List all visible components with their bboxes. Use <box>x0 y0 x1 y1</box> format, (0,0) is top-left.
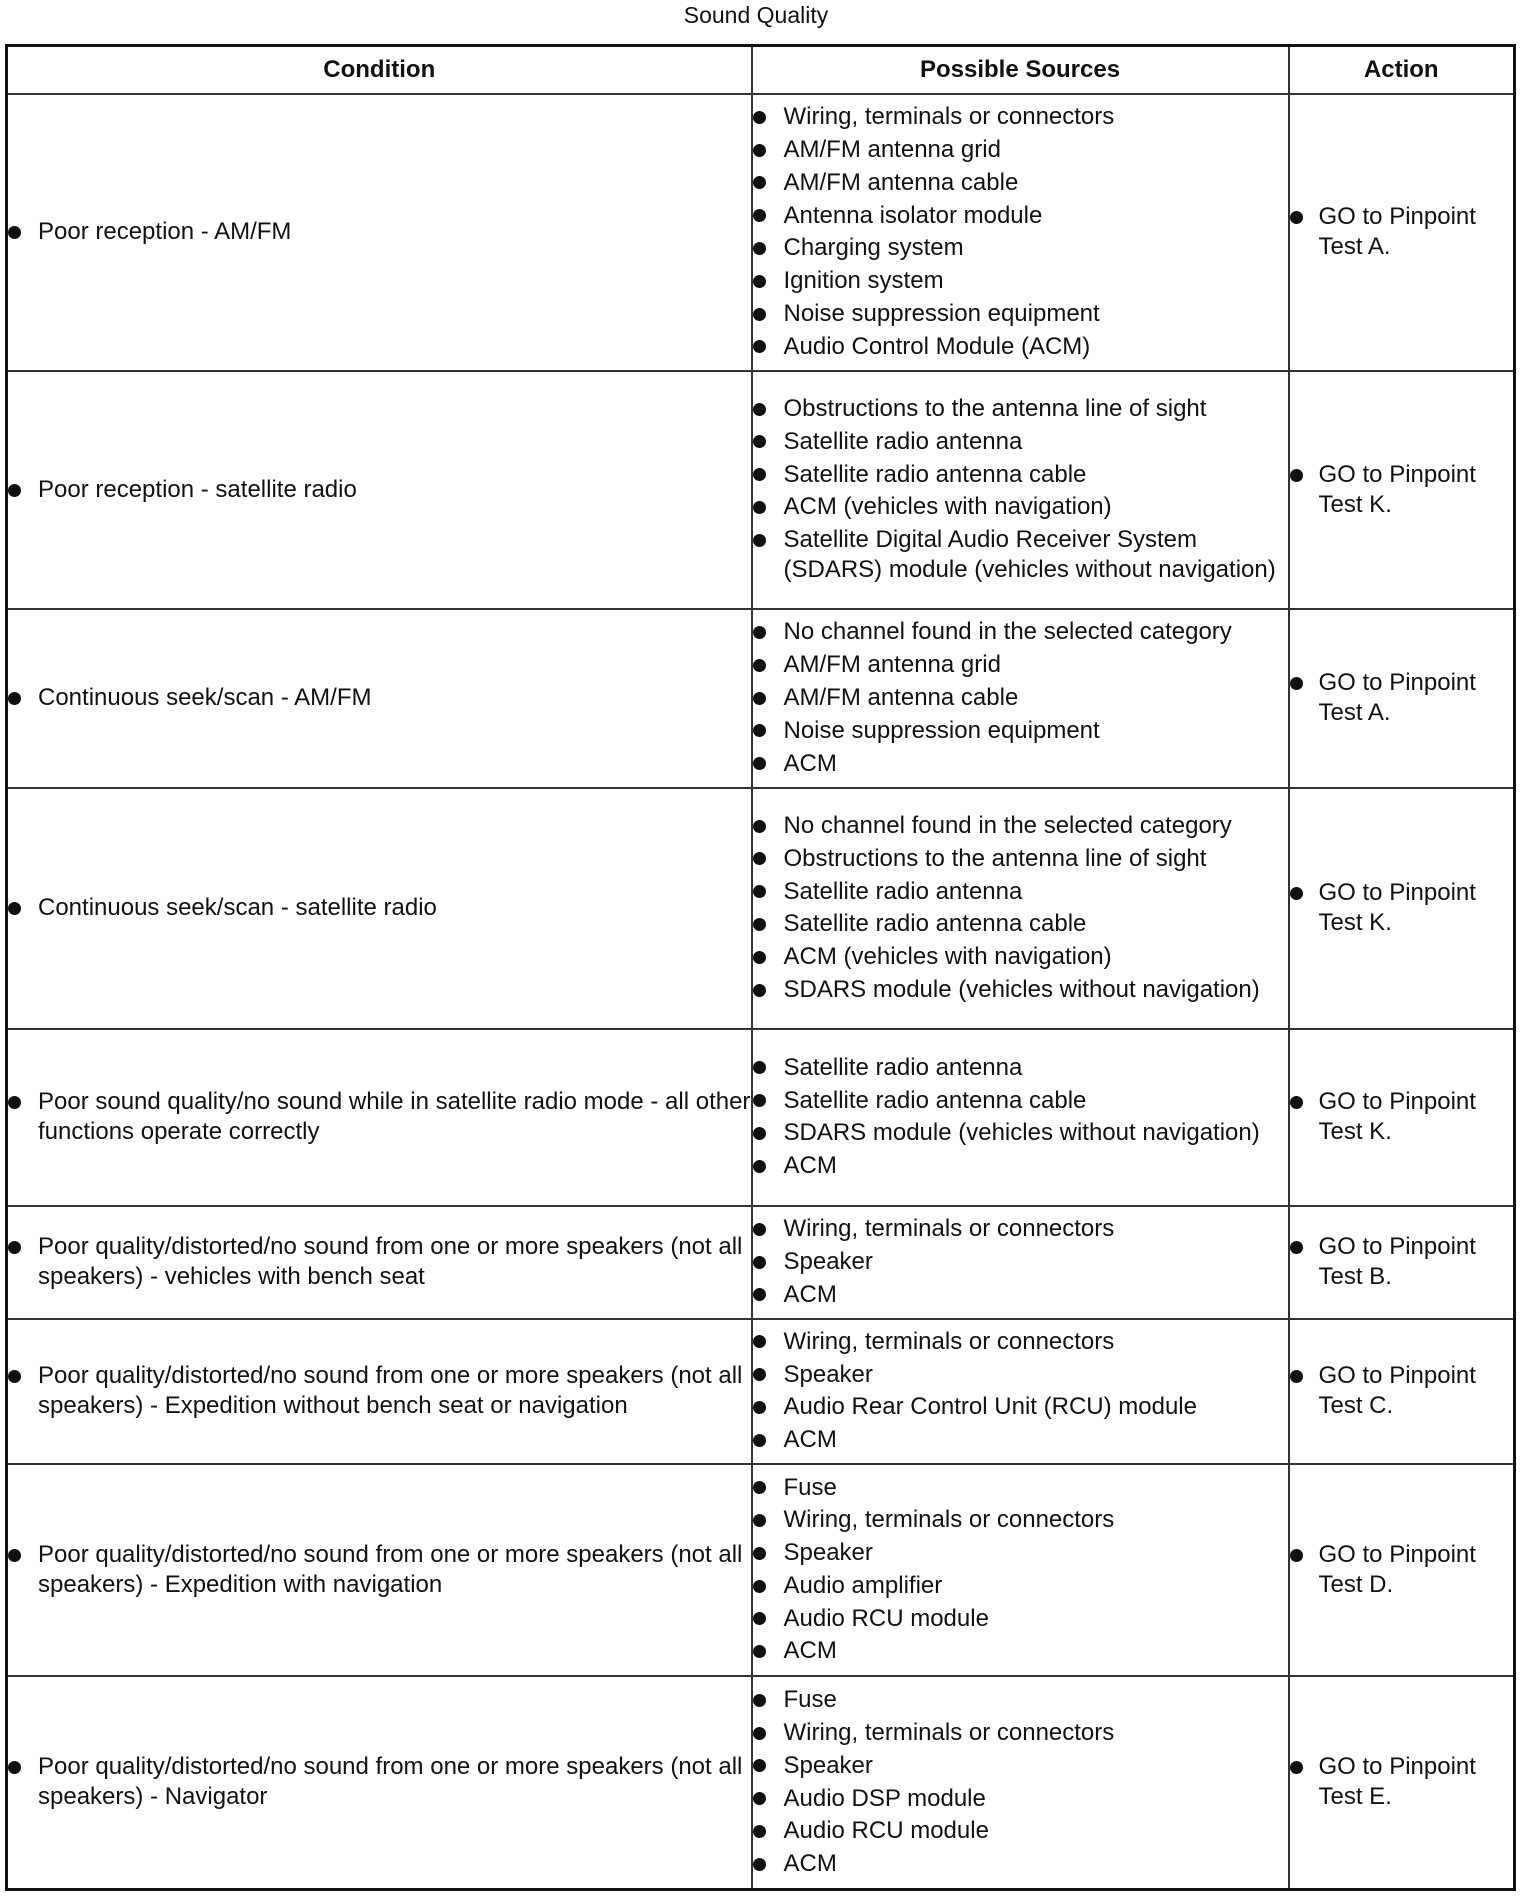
bullet-icon <box>753 1514 766 1527</box>
list-item <box>753 425 1288 458</box>
source-text: ACM <box>783 1280 837 1308</box>
header-action: Action <box>1289 46 1515 94</box>
possible-sources-cell <box>752 1464 1289 1676</box>
list-item <box>753 616 1288 649</box>
source-text: ACM (vehicles with navigation) <box>783 943 1112 971</box>
possible-sources-cell <box>752 1319 1289 1464</box>
bullet-icon <box>753 1256 766 1269</box>
bullet-icon <box>753 852 766 865</box>
action-bullet-item <box>1290 202 1514 262</box>
bullet-icon <box>753 724 766 737</box>
list-item <box>753 1717 1288 1750</box>
source-text: Charging system <box>783 234 964 262</box>
source-text: Ignition system <box>783 267 944 295</box>
possible-sources-cell <box>752 1029 1289 1206</box>
source-text: AM/FM antenna cable <box>783 168 1019 196</box>
source-text: AM/FM antenna grid <box>783 651 1001 679</box>
sources-list <box>753 393 1288 587</box>
source-text: No channel found in the selected category <box>783 812 1232 840</box>
bullet-icon <box>1290 211 1303 224</box>
source-text: SDARS module (vehicles without navigation) <box>783 1119 1260 1147</box>
bullet-icon <box>753 242 766 255</box>
bullet-icon <box>8 484 21 497</box>
action-cell <box>1289 94 1515 371</box>
source-text: Audio Rear Control Unit (RCU) module <box>783 1393 1197 1421</box>
condition-bullet-item <box>8 683 751 713</box>
action-text: GO to Pinpoint Test D. <box>1318 1540 1476 1598</box>
bullet-icon <box>8 1241 21 1254</box>
list-item <box>753 298 1288 331</box>
table-body <box>7 94 1515 1890</box>
bullet-icon <box>753 885 766 898</box>
action-bullet-item <box>1290 1232 1514 1292</box>
list-item <box>753 649 1288 682</box>
source-text: Satellite radio antenna cable <box>783 910 1087 938</box>
bullet-icon <box>8 226 21 239</box>
bullet-icon <box>753 951 766 964</box>
source-text: ACM (vehicles with navigation) <box>783 493 1112 521</box>
bullet-icon <box>753 1727 766 1740</box>
source-text: Speaker <box>783 1751 873 1779</box>
list-item <box>753 1117 1288 1150</box>
source-text: Speaker <box>783 1539 873 1567</box>
action-text: GO to Pinpoint Test A. <box>1318 203 1476 260</box>
bullet-icon <box>8 692 21 705</box>
table-row <box>7 1319 1515 1464</box>
list-item <box>753 1358 1288 1391</box>
bullet-icon <box>753 1759 766 1772</box>
bullet-icon <box>753 1434 766 1447</box>
bullet-icon <box>753 176 766 189</box>
source-text: Wiring, terminals or connectors <box>783 103 1115 131</box>
bullet-icon <box>1290 677 1303 690</box>
bullet-icon <box>753 757 766 770</box>
bullet-icon <box>753 1580 766 1593</box>
condition-bullet-item <box>8 1361 751 1421</box>
source-text: Speaker <box>783 1248 873 1275</box>
possible-sources-cell <box>752 609 1289 788</box>
condition-cell <box>7 1319 752 1464</box>
bullet-icon <box>753 534 766 547</box>
bullet-icon <box>753 1858 766 1871</box>
condition-text: Poor reception - satellite radio <box>38 475 357 503</box>
possible-sources-cell <box>752 788 1289 1029</box>
bullet-icon <box>753 144 766 157</box>
condition-cell <box>7 1206 752 1319</box>
list-item <box>753 682 1288 715</box>
source-text: Wiring, terminals or connectors <box>783 1506 1115 1534</box>
source-text: Audio RCU module <box>783 1604 989 1632</box>
list-item <box>753 747 1288 780</box>
source-text: Satellite radio antenna cable <box>783 460 1087 488</box>
condition-cell <box>7 1676 752 1890</box>
bullet-icon <box>1290 1096 1303 1109</box>
source-text: Speaker <box>783 1360 873 1388</box>
table-row <box>7 1676 1515 1890</box>
action-cell <box>1289 371 1515 609</box>
action-text: GO to Pinpoint Test C. <box>1318 1362 1476 1419</box>
source-text: Obstructions to the antenna line of sight <box>783 394 1207 422</box>
source-text: Wiring, terminals or connectors <box>783 1719 1115 1747</box>
list-item <box>753 1635 1288 1668</box>
condition-text: Poor quality/distorted/no sound from one or more speakers (not all speakers) - Expedition without bench seat or navigation <box>38 1362 743 1419</box>
condition-cell <box>7 609 752 788</box>
table-row <box>7 788 1515 1029</box>
source-text: Satellite radio antenna <box>783 1053 1023 1081</box>
condition-bullet-item <box>8 893 751 923</box>
source-text: ACM <box>783 1850 837 1878</box>
list-item <box>753 1504 1288 1537</box>
source-text: Audio amplifier <box>783 1571 943 1599</box>
condition-cell <box>7 788 752 1029</box>
list-item <box>753 1391 1288 1424</box>
table-row <box>7 94 1515 371</box>
list-item <box>753 232 1288 265</box>
source-text: Noise suppression equipment <box>783 716 1100 744</box>
source-text: ACM <box>783 1637 837 1665</box>
source-text: SDARS module (vehicles without navigation) <box>783 975 1260 1003</box>
action-text: GO to Pinpoint Test K. <box>1318 1088 1476 1145</box>
bullet-icon <box>753 468 766 481</box>
list-item <box>753 974 1288 1007</box>
list-item <box>753 199 1288 232</box>
source-text: Satellite Digital Audio Receiver System (SDARS) module (vehicles without navigation) <box>783 526 1276 584</box>
bullet-icon <box>8 1549 21 1562</box>
list-item <box>753 1782 1288 1815</box>
bullet-icon <box>753 340 766 353</box>
bullet-icon <box>753 209 766 222</box>
source-text: Antenna isolator module <box>783 201 1043 229</box>
bullet-icon <box>753 1792 766 1805</box>
action-cell <box>1289 1029 1515 1206</box>
bullet-icon <box>753 1094 766 1107</box>
condition-bullet-item <box>8 1087 751 1147</box>
table-row <box>7 609 1515 788</box>
bullet-icon <box>8 1370 21 1383</box>
header-possible-sources: Possible Sources <box>752 46 1289 94</box>
possible-sources-cell <box>752 371 1289 609</box>
action-bullet-item <box>1290 460 1514 520</box>
sources-list <box>753 1051 1288 1182</box>
table-row <box>7 1029 1515 1206</box>
action-bullet-item <box>1290 668 1514 728</box>
bullet-icon <box>753 918 766 931</box>
list-item <box>753 1051 1288 1084</box>
possible-sources-cell <box>752 1206 1289 1319</box>
action-text: GO to Pinpoint Test K. <box>1318 879 1476 936</box>
condition-text: Poor quality/distorted/no sound from one or more speakers (not all speakers) - vehicles with bench seat <box>38 1233 743 1290</box>
action-bullet-item <box>1290 878 1514 938</box>
action-text: GO to Pinpoint Test E. <box>1318 1753 1476 1811</box>
bullet-icon <box>753 984 766 997</box>
list-item <box>753 908 1288 941</box>
source-text: Audio DSP module <box>783 1784 986 1812</box>
list-item <box>753 491 1288 524</box>
list-item <box>753 875 1288 908</box>
action-cell <box>1289 1464 1515 1676</box>
action-cell <box>1289 1676 1515 1890</box>
list-item <box>753 1815 1288 1848</box>
source-text: Satellite radio antenna cable <box>783 1086 1087 1114</box>
condition-bullet-item <box>8 475 751 505</box>
bullet-icon <box>1290 469 1303 482</box>
list-item <box>753 1424 1288 1457</box>
list-item <box>753 330 1288 363</box>
condition-bullet-item <box>8 217 751 247</box>
bullet-icon <box>753 1825 766 1838</box>
action-text: GO to Pinpoint Test K. <box>1318 460 1476 518</box>
bullet-icon <box>753 403 766 416</box>
list-item <box>753 1325 1288 1358</box>
source-text: Noise suppression equipment <box>783 299 1100 327</box>
list-item <box>753 524 1288 587</box>
header-row <box>7 46 1515 94</box>
sources-list <box>753 616 1288 780</box>
list-item <box>753 1602 1288 1635</box>
list-item <box>753 1848 1288 1881</box>
list-item <box>753 1246 1288 1279</box>
sound-quality-table <box>5 44 1516 1891</box>
list-item <box>753 1150 1288 1183</box>
bullet-icon <box>8 1096 21 1109</box>
table-row <box>7 1464 1515 1676</box>
bullet-icon <box>753 275 766 288</box>
source-text: Satellite radio antenna <box>783 427 1023 455</box>
source-text: AM/FM antenna cable <box>783 684 1019 711</box>
possible-sources-cell <box>752 94 1289 371</box>
condition-bullet-item <box>8 1232 751 1292</box>
bullet-icon <box>753 659 766 672</box>
action-text: GO to Pinpoint Test B. <box>1318 1233 1476 1290</box>
sources-list <box>753 101 1288 363</box>
bullet-icon <box>753 1127 766 1140</box>
bullet-icon <box>753 501 766 514</box>
condition-cell <box>7 94 752 371</box>
bullet-icon <box>753 1335 766 1348</box>
condition-text: Continuous seek/scan - AM/FM <box>38 684 372 711</box>
condition-text: Poor quality/distorted/no sound from one or more speakers (not all speakers) - Expedition with navigation <box>38 1540 743 1598</box>
bullet-icon <box>753 1612 766 1625</box>
list-item <box>753 1084 1288 1117</box>
bullet-icon <box>753 1645 766 1658</box>
action-bullet-item <box>1290 1087 1514 1147</box>
bullet-icon <box>753 1061 766 1074</box>
source-text: No channel found in the selected category <box>783 618 1232 646</box>
list-item <box>753 810 1288 843</box>
bullet-icon <box>753 435 766 448</box>
bullet-icon <box>753 1223 766 1236</box>
action-cell <box>1289 1319 1515 1464</box>
source-text: Fuse <box>783 1473 837 1501</box>
list-item <box>753 1537 1288 1570</box>
list-item <box>753 842 1288 875</box>
list-item <box>753 1749 1288 1782</box>
bullet-icon <box>753 111 766 124</box>
sources-list <box>753 1213 1288 1311</box>
condition-text: Poor quality/distorted/no sound from one or more speakers (not all speakers) - Navigator <box>38 1753 743 1811</box>
bullet-icon <box>1290 1370 1303 1383</box>
list-item <box>753 166 1288 199</box>
list-item <box>753 393 1288 426</box>
possible-sources-cell <box>752 1676 1289 1890</box>
bullet-icon <box>753 1401 766 1414</box>
bullet-icon <box>753 820 766 833</box>
source-text: Wiring, terminals or connectors <box>783 1215 1115 1243</box>
action-bullet-item <box>1290 1540 1514 1600</box>
action-cell <box>1289 609 1515 788</box>
action-cell <box>1289 1206 1515 1319</box>
list-item <box>753 265 1288 298</box>
bullet-icon <box>1290 1549 1303 1562</box>
header-condition: Condition <box>7 46 752 94</box>
list-item <box>753 1684 1288 1717</box>
list-item <box>753 941 1288 974</box>
list-item <box>753 134 1288 167</box>
sources-list <box>753 810 1288 1007</box>
condition-cell <box>7 371 752 609</box>
list-item <box>753 1570 1288 1603</box>
list-item <box>753 1471 1288 1504</box>
bullet-icon <box>753 1368 766 1381</box>
list-item <box>753 1278 1288 1311</box>
table-header <box>7 46 1515 94</box>
list-item <box>753 101 1288 134</box>
bullet-icon <box>753 1694 766 1707</box>
sources-list <box>753 1684 1288 1881</box>
source-text: Fuse <box>783 1686 837 1714</box>
bullet-icon <box>1290 887 1303 900</box>
source-text: Wiring, terminals or connectors <box>783 1327 1115 1355</box>
bullet-icon <box>1290 1241 1303 1254</box>
action-text: GO to Pinpoint Test A. <box>1318 669 1476 726</box>
list-item <box>753 714 1288 747</box>
caption-text: Sound Quality <box>683 2 829 28</box>
table-caption <box>0 0 1520 40</box>
condition-text: Poor reception - AM/FM <box>38 218 292 245</box>
table-row <box>7 371 1515 609</box>
sources-list <box>753 1471 1288 1668</box>
source-text: Obstructions to the antenna line of sight <box>783 844 1207 872</box>
source-text: ACM <box>783 1426 837 1454</box>
bullet-icon <box>753 308 766 321</box>
condition-bullet-item <box>8 1752 751 1812</box>
bullet-icon <box>753 692 766 705</box>
bullet-icon <box>1290 1761 1303 1774</box>
sources-list <box>753 1325 1288 1456</box>
condition-text: Poor sound quality/no sound while in satellite radio mode - all other functions operate correctly <box>38 1088 751 1145</box>
action-bullet-item <box>1290 1361 1514 1421</box>
source-text: ACM <box>783 1152 837 1180</box>
source-text: Audio RCU module <box>783 1817 989 1845</box>
action-cell <box>1289 788 1515 1029</box>
bullet-icon <box>8 1761 21 1774</box>
bullet-icon <box>753 626 766 639</box>
list-item <box>753 458 1288 491</box>
source-text: Audio Control Module (ACM) <box>783 332 1091 360</box>
bullet-icon <box>753 1481 766 1494</box>
condition-cell <box>7 1029 752 1206</box>
bullet-icon <box>8 902 21 915</box>
source-text: ACM <box>783 749 837 777</box>
condition-bullet-item <box>8 1540 751 1600</box>
list-item <box>753 1213 1288 1246</box>
condition-cell <box>7 1464 752 1676</box>
condition-text: Continuous seek/scan - satellite radio <box>38 894 437 921</box>
source-text: Satellite radio antenna <box>783 877 1023 905</box>
action-bullet-item <box>1290 1752 1514 1812</box>
bullet-icon <box>753 1160 766 1173</box>
table-row <box>7 1206 1515 1319</box>
bullet-icon <box>753 1547 766 1560</box>
bullet-icon <box>753 1288 766 1301</box>
source-text: AM/FM antenna grid <box>783 136 1001 164</box>
